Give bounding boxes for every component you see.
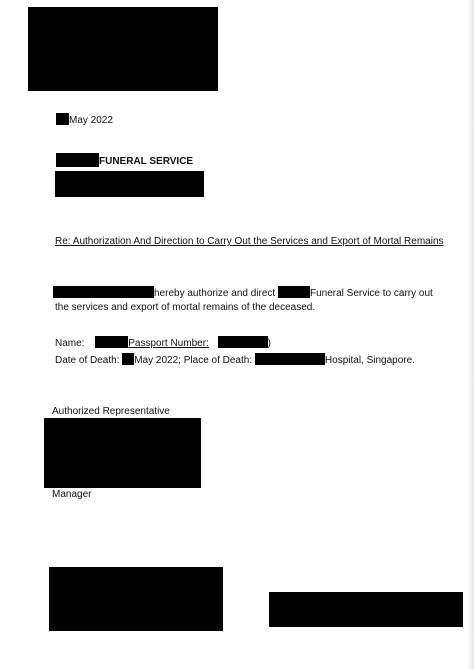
death-line (55, 353, 415, 366)
death-day-redaction (122, 353, 134, 365)
deceased-name-redaction (95, 336, 128, 348)
footer-redaction-right (269, 592, 463, 627)
name-label: Name: (55, 338, 85, 349)
passport-number-redaction (218, 336, 268, 348)
funeral-company-redaction (278, 286, 310, 298)
scan-edge-shadow (468, 0, 474, 669)
subject-line: Re: Authorization And Direction to Carry Out the Services and Export of Mortal Remains (55, 236, 444, 247)
signatory-label: Authorized Representative (52, 406, 170, 417)
date-day-redaction (56, 113, 69, 125)
death-date: May 2022; Place of Death: (134, 355, 253, 366)
addressee-heading (56, 153, 193, 167)
authorizer-redaction (53, 286, 154, 298)
death-place-suffix: Hospital, Singapore. (324, 355, 415, 366)
signatory-title: Manager (52, 489, 92, 500)
date-text: May 2022 (69, 115, 113, 126)
death-label: Date of Death: (55, 355, 120, 366)
heading-text: FUNERAL SERVICE (99, 156, 194, 167)
date-line (56, 113, 113, 126)
letterhead-redaction (28, 7, 218, 91)
company-name-redaction (56, 153, 99, 167)
address-redaction (55, 171, 204, 197)
hospital-name-redaction (255, 353, 325, 365)
body-text-2: Funeral Service to carry out (309, 288, 433, 299)
name-line (55, 336, 271, 349)
body-text-1: hereby authorize and direct (154, 288, 276, 299)
passport-label: Passport Number: (128, 338, 209, 349)
closing-paren: ) (267, 338, 271, 349)
body-line-1 (53, 286, 433, 299)
footer-redaction-left (49, 567, 223, 631)
signature-redaction (44, 418, 201, 488)
body-line-2: the services and export of mortal remains of the deceased. (55, 302, 316, 313)
